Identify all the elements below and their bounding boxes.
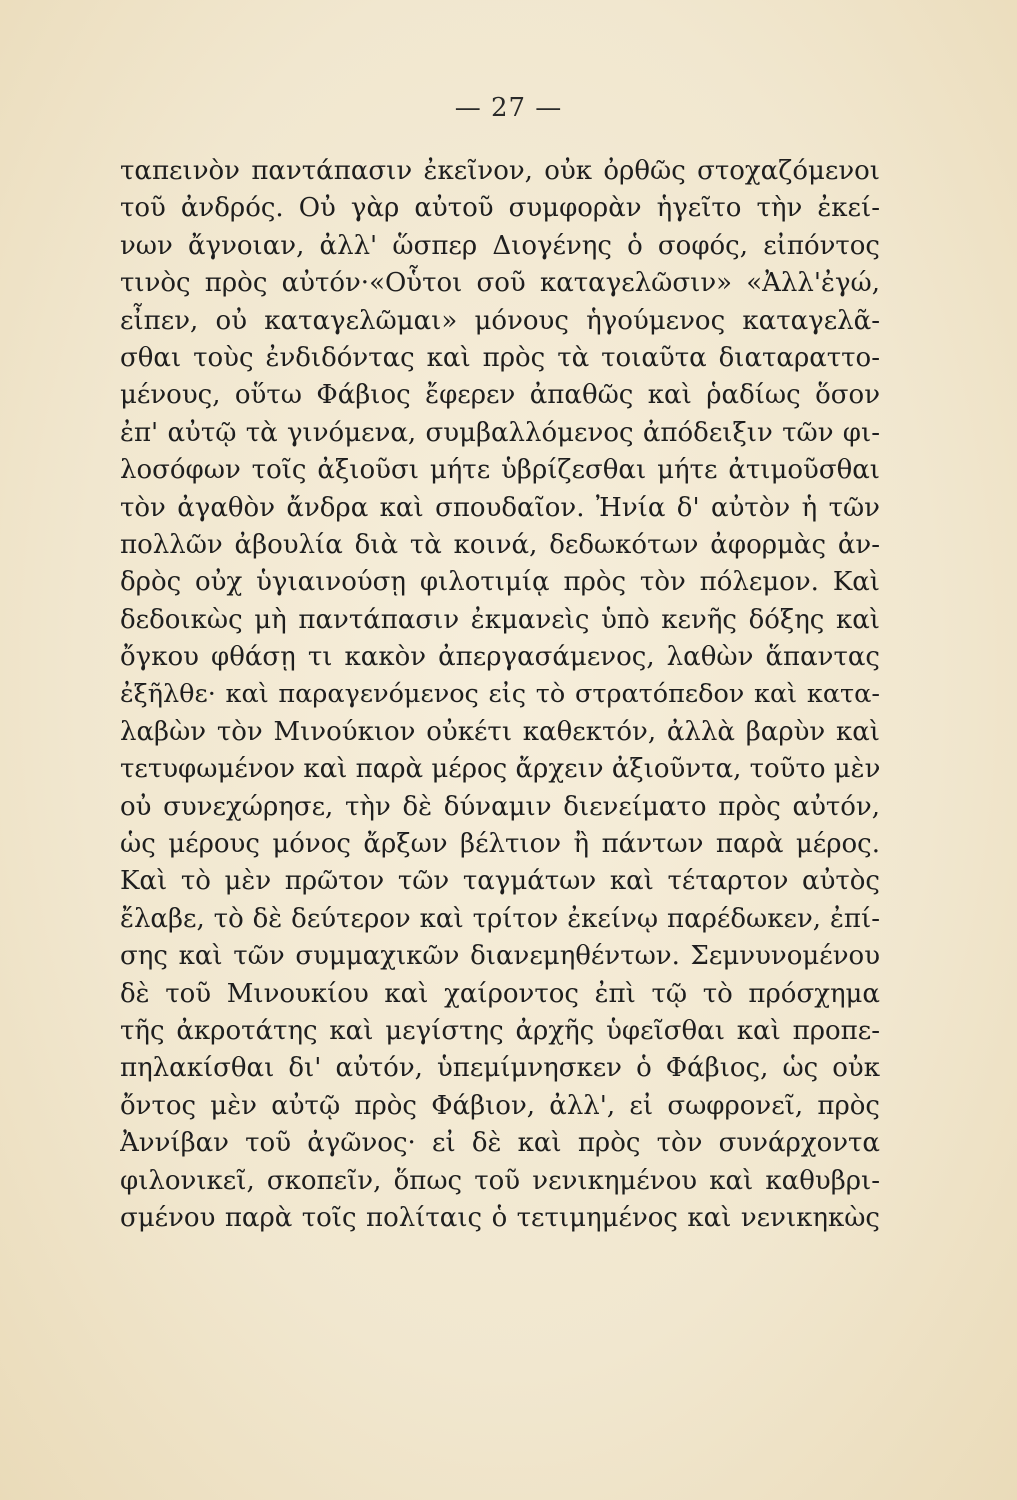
- text-line: μένους, οὕτω Φάβιος ἔφερεν ἀπαθῶς καὶ ῥαδίως ὅσον: [120, 380, 880, 411]
- body-text: [120, 153, 880, 1237]
- text-line: οὐ συνεχώρησε, τὴν δὲ δύναμιν διενείματο πρὸς αὐτόν,: [120, 791, 880, 822]
- text-line: δὲ τοῦ Μινουκίου καὶ χαίροντος ἐπὶ τῷ τὸ πρόσχημα: [120, 978, 880, 1009]
- text-line: λοσόφων τοῖς ἀξιοῦσι μήτε ὑβρίζεσθαι μήτε ἀτιμοῦσθαι: [120, 455, 880, 486]
- text-line: Ἀννίβαν τοῦ ἀγῶνος· εἰ δὲ καὶ πρὸς τὸν συνάρχοντα: [120, 1128, 880, 1159]
- text-line: εἶπεν, οὐ καταγελῶμαι» μόνους ἡγούμενος καταγελᾶ-: [120, 305, 880, 336]
- text-line: Καὶ τὸ μὲν πρῶτον τῶν ταγμάτων καὶ τέταρτον αὐτὸς: [120, 866, 880, 897]
- text-line: σμένου παρὰ τοῖς πολίταις ὁ τετιμημένος καὶ νενικηκὼς: [120, 1202, 880, 1233]
- text-line: ὄντος μὲν αὐτῷ πρὸς Φάβιον, ἀλλ', εἰ σωφρονεῖ, πρὸς: [120, 1090, 880, 1121]
- text-line: λαβὼν τὸν Μινούκιον οὐκέτι καθεκτόν, ἀλλὰ βαρὺν καὶ: [120, 716, 880, 747]
- text-line: πηλακίσθαι δι' αὐτόν, ὑπεμίμνησκεν ὁ Φάβιος, ὡς οὐκ: [120, 1053, 880, 1084]
- text-line: τετυφωμένον καὶ παρὰ μέρος ἄρχειν ἀξιοῦντα, τοῦτο μὲν: [120, 754, 880, 785]
- text-line: σθαι τοὺς ἐνδιδόντας καὶ πρὸς τὰ τοιαῦτα διαταραττο-: [120, 342, 880, 373]
- text-line: δεδοικὼς μὴ παντάπασιν ἐκμανεὶς ὑπὸ κενῆς δόξης καὶ: [120, 604, 880, 635]
- text-line: νων ἄγνοιαν, ἀλλ' ὥσπερ Διογένης ὁ σοφός, εἰπόντος: [120, 230, 880, 261]
- text-line: ἐπ' αὐτῷ τὰ γινόμενα, συμβαλλόμενος ἀπόδειξιν τῶν φι-: [120, 417, 880, 448]
- text-line: τινὸς πρὸς αὐτόν·«Οὗτοι σοῦ καταγελῶσιν» «Ἀλλ'ἐγώ,: [120, 268, 880, 299]
- text-line: πολλῶν ἀβουλία διὰ τὰ κοινά, δεδωκότων ἀφορμὰς ἀν-: [120, 529, 880, 560]
- text-line: φιλονικεῖ, σκοπεῖν, ὅπως τοῦ νενικημένου καὶ καθυβρι-: [120, 1165, 880, 1196]
- text-line: ὡς μέρους μόνος ἄρξων βέλτιον ἢ πάντων παρὰ μέρος.: [120, 829, 880, 860]
- text-line: τὸν ἀγαθὸν ἄνδρα καὶ σπουδαῖον. Ἠνία δ' αὐτὸν ἡ τῶν: [120, 492, 880, 523]
- text-line: σης καὶ τῶν συμμαχικῶν διανεμηθέντων. Σεμνυνομένου: [120, 941, 880, 972]
- text-line: ὄγκου φθάσῃ τι κακὸν ἀπεργασάμενος, λαθὼν ἅπαντας: [120, 642, 880, 673]
- text-line: ἐξῆλθε· καὶ παραγενόμενος εἰς τὸ στρατόπεδον καὶ κατα-: [120, 679, 880, 710]
- text-line: τοῦ ἀνδρός. Οὐ γὰρ αὐτοῦ συμφορὰν ἡγεῖτο τὴν ἐκεί-: [120, 193, 880, 224]
- text-line: δρὸς οὐχ ὑγιαινούσῃ φιλοτιμίᾳ πρὸς τὸν πόλεμον. Καὶ: [120, 567, 880, 598]
- text-line: ἔλαβε, τὸ δὲ δεύτερον καὶ τρίτον ἐκείνῳ παρέδωκεν, ἐπί-: [120, 903, 880, 934]
- page-number: — 27 —: [454, 93, 563, 123]
- text-line: τῆς ἀκροτάτης καὶ μεγίστης ἀρχῆς ὑφεῖσθαι καὶ προπε-: [120, 1015, 880, 1046]
- text-line: ταπεινὸν παντάπασιν ἐκεῖνον, οὐκ ὀρθῶς στοχαζόμενοι: [120, 156, 880, 186]
